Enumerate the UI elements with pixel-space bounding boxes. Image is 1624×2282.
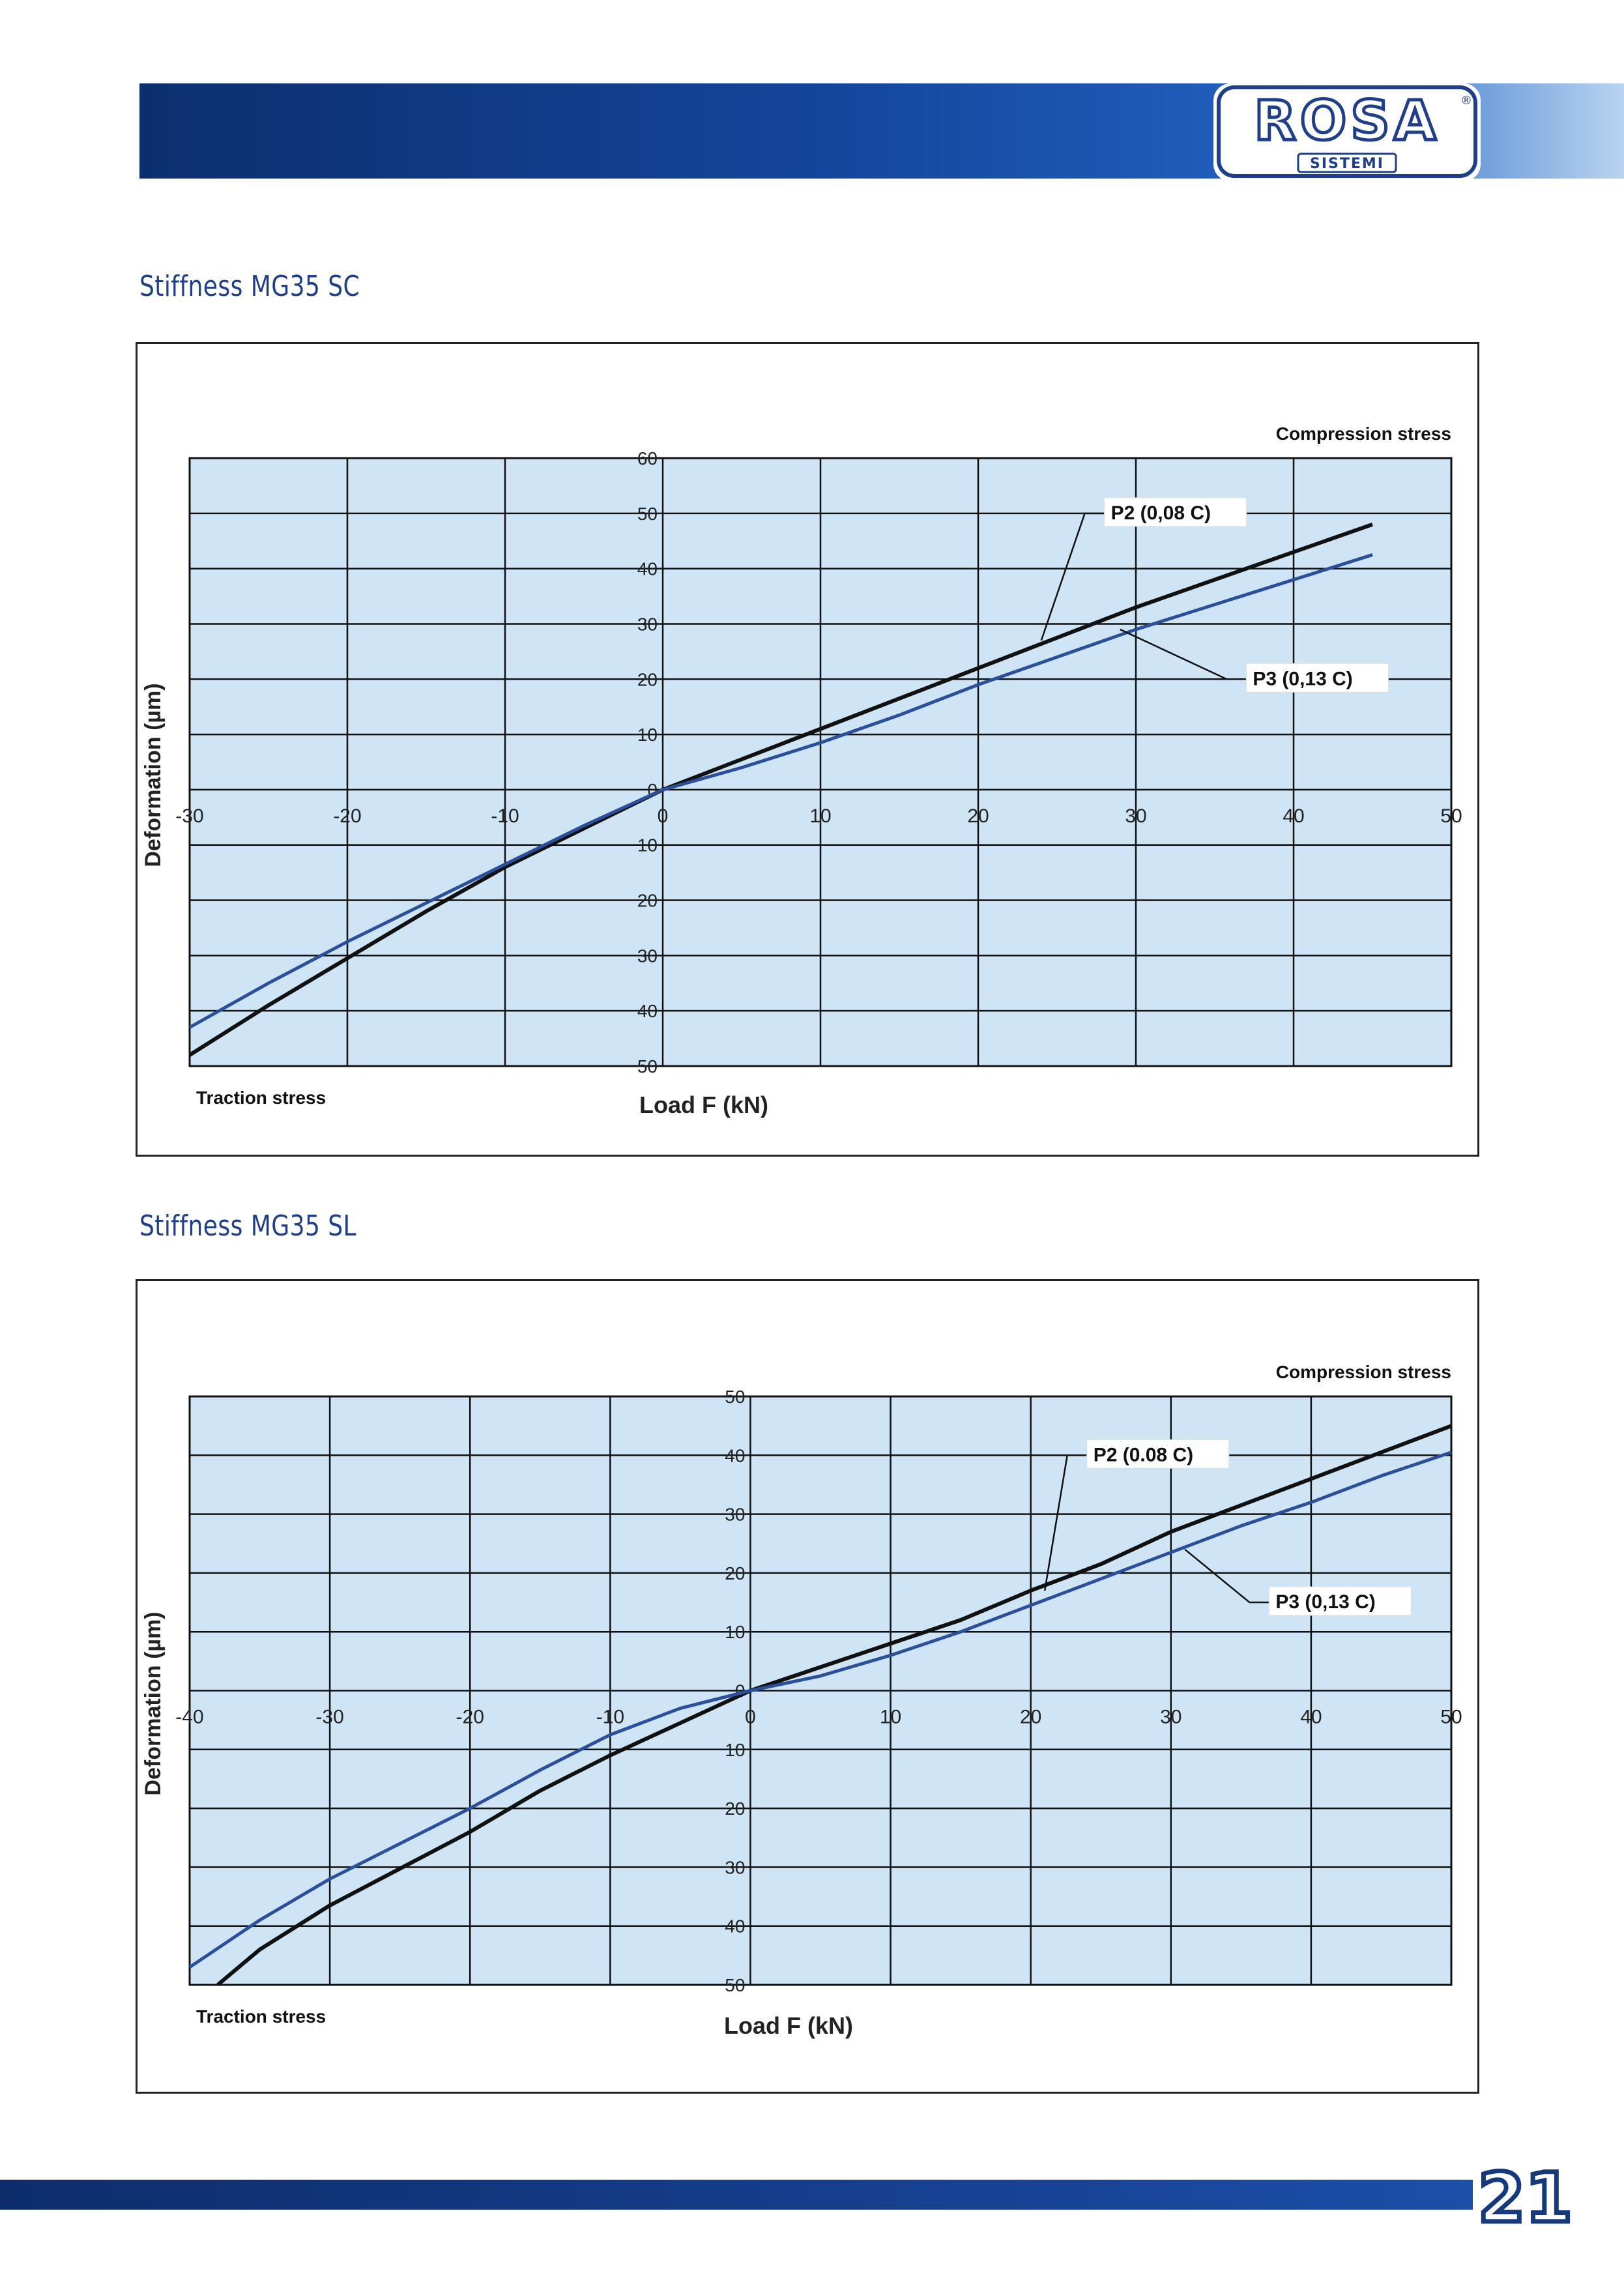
y-tick-label: 40 [725,1445,746,1466]
y-tick-label: 20 [725,1563,746,1583]
y-tick-label: 30 [637,614,658,635]
stiffness-chart-sl [138,1281,1477,2092]
x-tick-label: 0 [657,805,669,827]
y-tick-label: 0 [734,1681,746,1701]
y-tick-label: 10 [637,835,658,856]
x-tick-label: 40 [1283,805,1305,827]
y-tick-label: 10 [725,1739,746,1760]
x-axis-label: Load F (kN) [639,1091,768,1118]
y-tick-label: 60 [637,448,658,469]
brand-subtitle: SISTEMI [1310,156,1384,172]
annotation-label: P2 (0,08 C) [1110,502,1211,524]
y-tick-label: 50 [725,1387,746,1407]
y-tick-label: 10 [725,1622,746,1643]
x-tick-label: 50 [1440,1706,1462,1728]
x-tick-label: 0 [745,1706,756,1728]
page-number: 21 [1478,2158,1573,2238]
brand-name: ROSA [1254,89,1440,152]
traction-stress-label: Traction stress [196,1088,326,1108]
x-tick-label: 40 [1300,1706,1322,1728]
y-tick-label: 40 [637,1001,658,1022]
y-tick-label: 0 [647,779,658,800]
y-tick-label: 20 [637,669,658,690]
chart-frame-sl [136,1279,1479,2094]
x-tick-label: -20 [333,805,362,827]
y-tick-label: 30 [637,946,658,966]
compression-stress-label: Compression stress [1275,1362,1451,1382]
x-axis-label: Load F (kN) [724,2012,853,2039]
y-axis-label: Deformation (µm) [141,683,166,867]
section-title-sl: Stiffness MG35 SL [139,1209,357,1243]
x-tick-label: 10 [879,1706,902,1728]
registered-mark: ® [1460,94,1472,108]
chart-frame-sc [136,342,1479,1157]
x-tick-label: -20 [456,1706,484,1728]
annotation-label: P3 (0,13 C) [1253,668,1353,690]
x-tick-label: -10 [596,1706,625,1728]
brand-logo [1213,83,1481,181]
x-tick-label: 50 [1440,805,1462,827]
traction-stress-label: Traction stress [196,2006,326,2027]
y-tick-label: 50 [725,1975,746,1995]
y-tick-label: 30 [725,1504,746,1525]
y-tick-label: 30 [725,1857,746,1878]
y-tick-label: 40 [725,1916,746,1937]
x-tick-label: 10 [809,805,832,827]
compression-stress-label: Compression stress [1275,424,1451,444]
x-tick-label: -10 [491,805,519,827]
stiffness-chart-sc [138,344,1477,1155]
footer-band [0,2180,1473,2210]
y-tick-label: 50 [637,503,658,524]
x-tick-label: 30 [1125,805,1147,827]
y-axis-label: Deformation (µm) [141,1611,166,1796]
x-tick-label: 20 [1019,1706,1042,1728]
x-tick-label: -40 [175,1706,204,1728]
y-tick-label: 10 [637,725,658,745]
y-tick-label: 50 [637,1056,658,1076]
annotation-label: P3 (0,13 C) [1275,1591,1376,1613]
x-tick-label: 30 [1160,1706,1182,1728]
section-title-sc: Stiffness MG35 SC [139,270,360,303]
annotation-label: P2 (0.08 C) [1093,1444,1194,1466]
y-tick-label: 20 [637,890,658,911]
x-tick-label: -30 [315,1706,344,1728]
y-tick-label: 20 [725,1798,746,1819]
y-tick-label: 40 [637,558,658,579]
x-tick-label: 20 [967,805,989,827]
x-tick-label: -30 [175,805,204,827]
